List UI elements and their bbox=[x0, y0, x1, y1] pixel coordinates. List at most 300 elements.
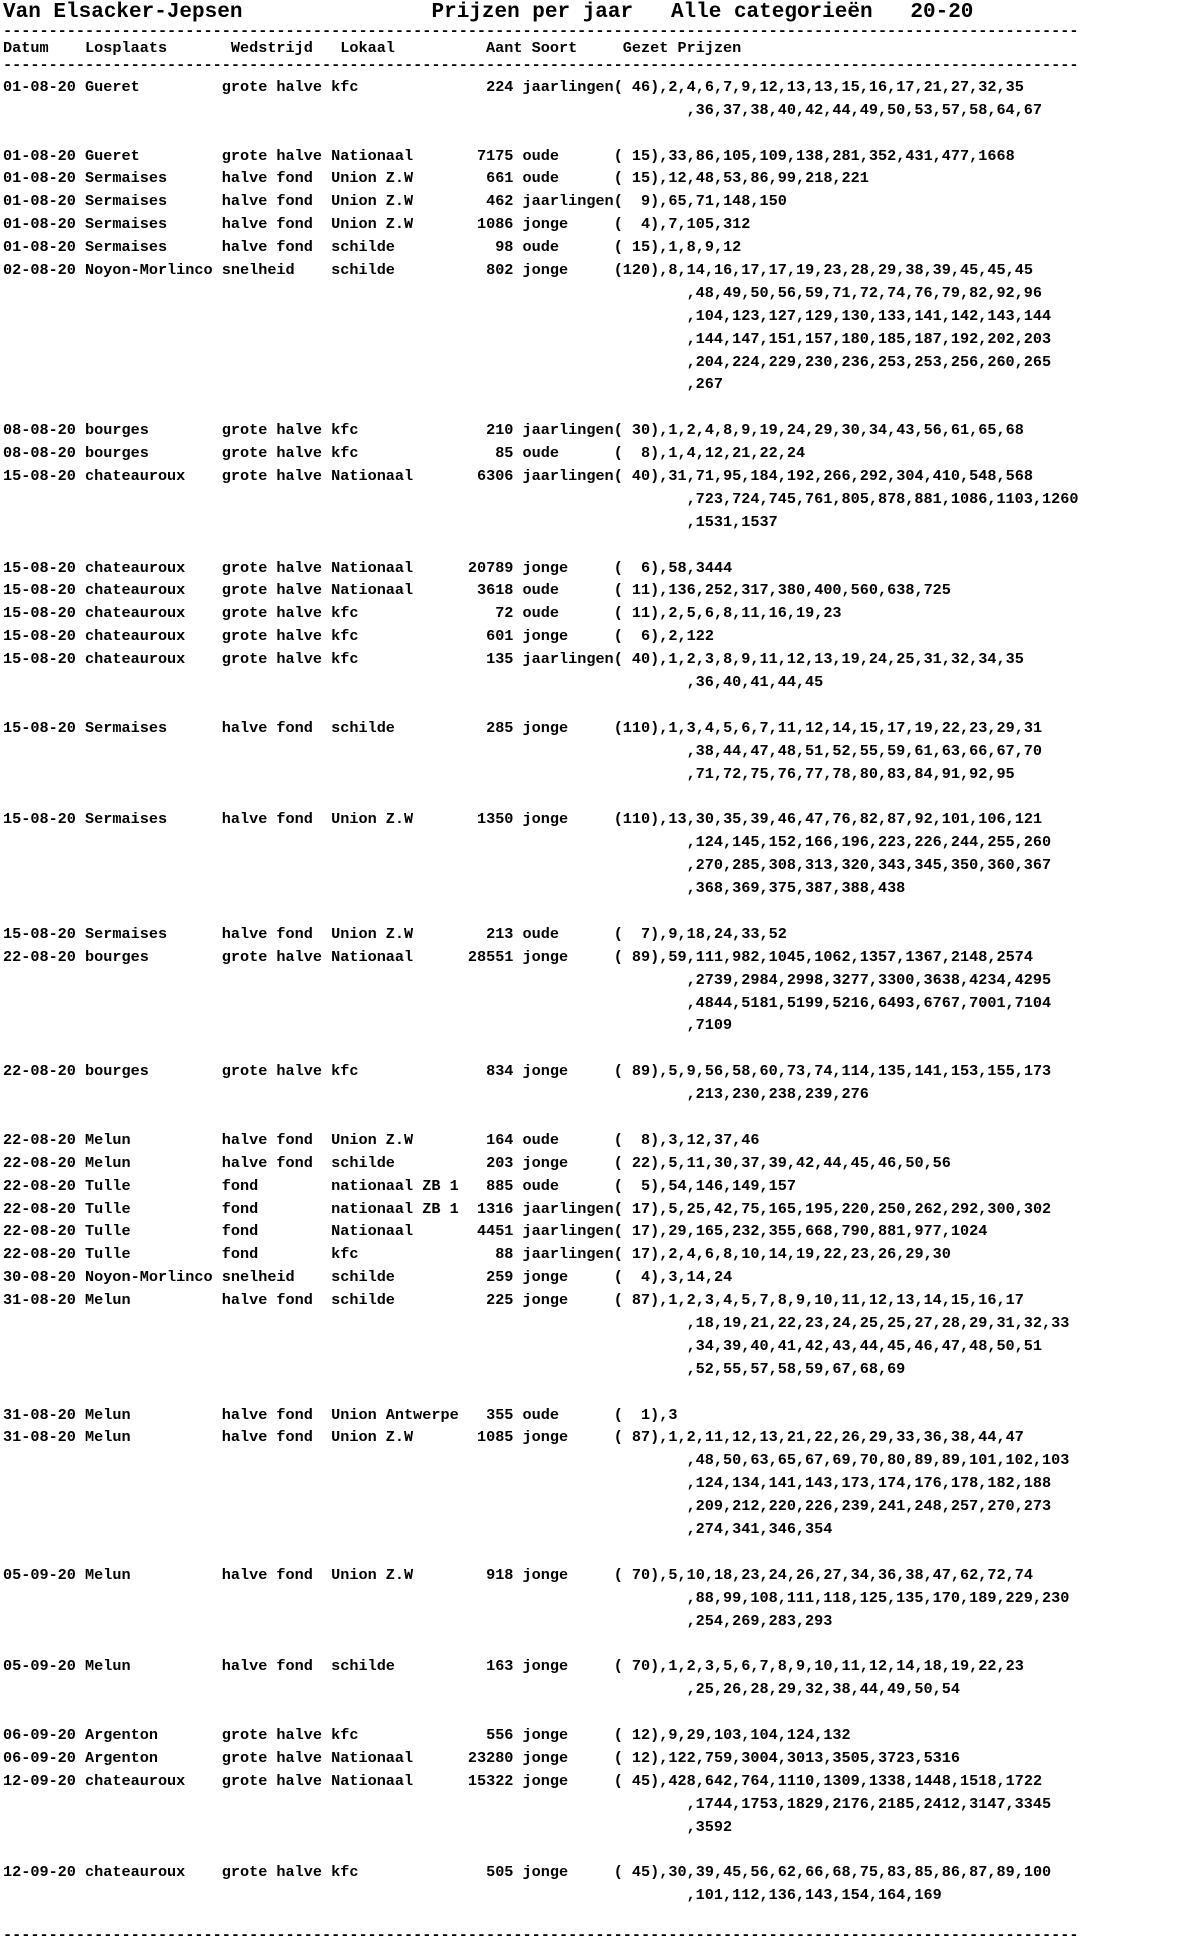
gezet-cell: ( 6) bbox=[613, 558, 660, 577]
title-gap-2 bbox=[633, 1, 671, 24]
result-row bbox=[3, 1426, 1200, 1563]
wedstrijd-cell: snelheid bbox=[221, 261, 332, 280]
prijzen-cell: ,71,72,75,76,77,78,80,83,84,91,92,95 bbox=[686, 764, 1015, 783]
result-line bbox=[3, 1426, 1200, 1449]
prijzen-continuation-line bbox=[3, 740, 1200, 763]
wedstrijd-cell: grote halve bbox=[221, 1062, 332, 1081]
losplaats-cell: chateauroux bbox=[85, 627, 222, 646]
datum-cell: 31-08-20 bbox=[3, 1291, 86, 1310]
prijzen-cell: ,4844,5181,5199,5216,6493,6767,7001,7104 bbox=[686, 993, 1052, 1012]
gezet-cell: ( 11) bbox=[613, 604, 660, 623]
wedstrijd-cell: halve fond bbox=[221, 1130, 332, 1149]
lokaal-cell: schilde bbox=[331, 1291, 459, 1310]
lokaal-cell: Union Z.W bbox=[331, 215, 459, 234]
prijzen-cell: ,3,12,37,46 bbox=[659, 1130, 760, 1149]
prijzen-cell: ,270,285,308,313,320,343,345,350,360,367 bbox=[686, 856, 1052, 875]
lokaal-cell: schilde bbox=[331, 1268, 459, 1287]
soort-cell: jonge bbox=[513, 1428, 614, 1447]
prijzen-cell: ,101,112,136,143,154,164,169 bbox=[686, 1886, 942, 1905]
col-lokaal: Lokaal bbox=[340, 39, 395, 57]
losplaats-cell: Tulle bbox=[85, 1222, 222, 1241]
result-row bbox=[3, 579, 1200, 602]
prijzen-continuation-line bbox=[3, 1358, 1200, 1381]
gezet-cell: ( 22) bbox=[613, 1153, 660, 1172]
prijzen-cell: ,723,724,745,761,805,878,881,1086,1103,1260 bbox=[686, 489, 1079, 508]
prijzen-continuation-line bbox=[3, 1083, 1200, 1106]
prijzen-continuation-line bbox=[3, 1472, 1200, 1495]
lokaal-cell: nationaal ZB 1 bbox=[331, 1176, 459, 1195]
prijzen-cell: ,5,11,30,37,39,42,44,45,46,50,56 bbox=[659, 1153, 951, 1172]
prijzen-continuation-line bbox=[3, 328, 1200, 351]
lokaal-cell: Nationaal bbox=[331, 581, 459, 600]
aant-cell: 210 bbox=[458, 421, 514, 440]
datum-cell: 22-08-20 bbox=[3, 1176, 86, 1195]
prijzen-cell: ,1744,1753,1829,2176,2185,2412,3147,3345 bbox=[686, 1794, 1052, 1813]
prijzen-cell: ,7,105,312 bbox=[659, 215, 751, 234]
result-row bbox=[3, 946, 1200, 1060]
losplaats-cell: Gueret bbox=[85, 146, 222, 165]
losplaats-cell: Sermaises bbox=[85, 810, 222, 829]
gezet-cell: ( 11) bbox=[613, 581, 660, 600]
aant-cell: 259 bbox=[458, 1268, 514, 1287]
losplaats-cell: bourges bbox=[85, 1062, 222, 1081]
prijzen-continuation-line bbox=[3, 763, 1200, 786]
prijzen-continuation-line bbox=[3, 1610, 1200, 1633]
datum-cell: 15-08-20 bbox=[3, 810, 86, 829]
prijzen-cell: ,1,2,11,12,13,21,22,26,29,33,36,38,44,47 bbox=[659, 1428, 1024, 1447]
indent-spacer bbox=[3, 1497, 687, 1515]
result-line bbox=[3, 1198, 1200, 1221]
result-row bbox=[3, 808, 1200, 922]
prijzen-cell: ,2,4,6,8,10,14,19,22,23,26,29,30 bbox=[659, 1245, 951, 1264]
result-line bbox=[3, 557, 1200, 580]
indent-spacer bbox=[3, 1680, 687, 1698]
prijzen-cell: ,59,111,982,1045,1062,1357,1367,2148,2574 bbox=[659, 947, 1033, 966]
soort-cell: jonge bbox=[513, 1062, 614, 1081]
datum-cell: 15-08-20 bbox=[3, 581, 86, 600]
prijzen-cell: ,1,8,9,12 bbox=[659, 238, 742, 257]
losplaats-cell: chateauroux bbox=[85, 1863, 222, 1882]
wedstrijd-cell: grote halve bbox=[221, 947, 332, 966]
col-prijzen: Prijzen bbox=[668, 39, 742, 57]
datum-cell: 15-08-20 bbox=[3, 558, 86, 577]
result-row bbox=[3, 236, 1200, 259]
wedstrijd-cell: grote halve bbox=[221, 467, 332, 486]
losplaats-cell: Melun bbox=[85, 1153, 222, 1172]
wedstrijd-cell: halve fond bbox=[221, 215, 332, 234]
losplaats-cell: Sermaises bbox=[85, 238, 222, 257]
prijzen-continuation-line bbox=[3, 877, 1200, 900]
row-spacer bbox=[3, 396, 1200, 419]
result-row bbox=[3, 1404, 1200, 1427]
result-row bbox=[3, 145, 1200, 168]
prijzen-cell: ,5,9,56,58,60,73,74,114,135,141,153,155,173 bbox=[659, 1062, 1052, 1081]
losplaats-cell: Sermaises bbox=[85, 924, 222, 943]
prijzen-cell: ,1,3,4,5,6,7,11,12,14,15,17,19,22,23,29,31 bbox=[659, 718, 1043, 737]
gezet-cell: ( 12) bbox=[613, 1726, 660, 1745]
gezet-cell: (110) bbox=[613, 810, 660, 829]
result-row bbox=[3, 1655, 1200, 1724]
row-spacer bbox=[3, 694, 1200, 717]
prijzen-cell: ,1,2,3,4,5,7,8,9,10,11,12,13,14,15,16,17 bbox=[659, 1291, 1024, 1310]
result-line bbox=[3, 1129, 1200, 1152]
result-row bbox=[3, 1198, 1200, 1221]
lokaal-cell: Union Z.W bbox=[331, 810, 459, 829]
aant-cell: 661 bbox=[458, 169, 514, 188]
aant-cell: 135 bbox=[458, 650, 514, 669]
result-row bbox=[3, 1266, 1200, 1289]
prijzen-cell: ,48,49,50,56,59,71,72,74,76,79,82,92,96 bbox=[686, 283, 1043, 302]
datum-cell: 22-08-20 bbox=[3, 1130, 86, 1149]
result-row bbox=[3, 717, 1200, 809]
indent-spacer bbox=[3, 971, 687, 989]
prijzen-cell: ,34,39,40,41,42,43,44,45,46,47,48,50,51 bbox=[686, 1336, 1043, 1355]
result-line bbox=[3, 1724, 1200, 1747]
result-line bbox=[3, 625, 1200, 648]
datum-cell: 22-08-20 bbox=[3, 947, 86, 966]
prijzen-cell: ,5,10,18,23,24,26,27,34,36,38,47,62,72,74 bbox=[659, 1565, 1033, 1584]
wedstrijd-cell: grote halve bbox=[221, 627, 332, 646]
lokaal-cell: Union Z.W bbox=[331, 192, 459, 211]
prijzen-cell: ,2739,2984,2998,3277,3300,3638,4234,4295 bbox=[686, 970, 1052, 989]
prijzen-cell: ,3,14,24 bbox=[659, 1268, 733, 1287]
wedstrijd-cell: fond bbox=[221, 1176, 332, 1195]
result-line bbox=[3, 259, 1200, 282]
top-rule: ---------------------------------------------------------------------------------------------------------------------- bbox=[3, 26, 1079, 36]
result-row bbox=[3, 1060, 1200, 1129]
datum-cell: 15-08-20 bbox=[3, 627, 86, 646]
prijzen-cell: ,31,71,95,184,192,266,292,304,410,548,568 bbox=[659, 467, 1033, 486]
losplaats-cell: chateauroux bbox=[85, 581, 222, 600]
gezet-cell: ( 15) bbox=[613, 146, 660, 165]
losplaats-cell: chateauroux bbox=[85, 604, 222, 623]
lokaal-cell: Nationaal bbox=[331, 558, 459, 577]
prijzen-cell: ,1531,1537 bbox=[686, 512, 778, 531]
gezet-cell: ( 70) bbox=[613, 1657, 660, 1676]
wedstrijd-cell: grote halve bbox=[221, 444, 332, 463]
prijzen-cell: ,9,29,103,104,124,132 bbox=[659, 1726, 851, 1745]
row-spacer bbox=[3, 900, 1200, 923]
prijzen-cell: ,8,14,16,17,17,19,23,28,29,38,39,45,45,45 bbox=[659, 261, 1033, 280]
result-line bbox=[3, 808, 1200, 831]
gezet-cell: ( 45) bbox=[613, 1863, 660, 1882]
prijzen-cell: ,274,341,346,354 bbox=[686, 1520, 833, 1538]
indent-spacer bbox=[3, 101, 687, 119]
lokaal-cell: Nationaal bbox=[331, 146, 459, 165]
gezet-cell: ( 40) bbox=[613, 650, 660, 669]
aant-cell: 601 bbox=[458, 627, 514, 646]
bottom-rule: ---------------------------------------------------------------------------------------------------------------------- bbox=[3, 1930, 1079, 1940]
soort-cell: oude bbox=[513, 1176, 614, 1195]
soort-cell: jonge bbox=[513, 810, 614, 829]
losplaats-cell: Noyon-Morlinco bbox=[85, 261, 222, 280]
soort-cell: jonge bbox=[513, 1748, 614, 1767]
soort-cell: oude bbox=[513, 604, 614, 623]
prijzen-cell: ,1,4,12,21,22,24 bbox=[659, 444, 806, 463]
result-line bbox=[3, 1060, 1200, 1083]
result-row bbox=[3, 923, 1200, 946]
prijzen-cell: ,254,269,283,293 bbox=[686, 1611, 833, 1630]
wedstrijd-cell: halve fond bbox=[221, 1657, 332, 1676]
losplaats-cell: Argenton bbox=[85, 1726, 222, 1745]
result-line bbox=[3, 442, 1200, 465]
gezet-cell: ( 6) bbox=[613, 627, 660, 646]
lokaal-cell: kfc bbox=[331, 77, 459, 96]
prijzen-continuation-line bbox=[3, 1495, 1200, 1518]
aant-cell: 834 bbox=[458, 1062, 514, 1081]
aant-cell: 20789 bbox=[458, 558, 514, 577]
wedstrijd-cell: halve fond bbox=[221, 1291, 332, 1310]
aant-cell: 23280 bbox=[458, 1748, 514, 1767]
lokaal-cell: kfc bbox=[331, 1062, 459, 1081]
lokaal-cell: schilde bbox=[331, 1657, 459, 1676]
prijzen-continuation-line bbox=[3, 1884, 1200, 1907]
losplaats-cell: Gueret bbox=[85, 77, 222, 96]
datum-cell: 01-08-20 bbox=[3, 169, 86, 188]
wedstrijd-cell: fond bbox=[221, 1199, 332, 1218]
prijzen-continuation-line bbox=[3, 1678, 1200, 1701]
indent-spacer bbox=[3, 994, 687, 1012]
soort-cell: jonge bbox=[513, 627, 614, 646]
losplaats-cell: Sermaises bbox=[85, 169, 222, 188]
result-row bbox=[3, 648, 1200, 717]
datum-cell: 22-08-20 bbox=[3, 1199, 86, 1218]
prijzen-cell: ,58,3444 bbox=[659, 558, 733, 577]
prijzen-cell: ,1,2,4,8,9,19,24,29,30,34,43,56,61,65,68 bbox=[659, 421, 1024, 440]
datum-cell: 01-08-20 bbox=[3, 77, 86, 96]
aant-cell: 88 bbox=[458, 1245, 514, 1264]
result-row bbox=[3, 1770, 1200, 1862]
soort-cell: jonge bbox=[513, 1565, 614, 1584]
indent-spacer bbox=[3, 1016, 687, 1034]
wedstrijd-cell: grote halve bbox=[221, 1726, 332, 1745]
prijzen-cell: ,3592 bbox=[686, 1817, 733, 1836]
prijzen-continuation-line bbox=[3, 1793, 1200, 1816]
indent-spacer bbox=[3, 765, 687, 783]
datum-cell: 15-08-20 bbox=[3, 718, 86, 737]
aant-cell: 164 bbox=[458, 1130, 514, 1149]
result-row bbox=[3, 1289, 1200, 1403]
row-spacer bbox=[3, 1632, 1200, 1655]
result-row bbox=[3, 465, 1200, 557]
lokaal-cell: nationaal ZB 1 bbox=[331, 1199, 459, 1218]
result-row bbox=[3, 1747, 1200, 1770]
aant-cell: 918 bbox=[458, 1565, 514, 1584]
column-header-row bbox=[3, 37, 1200, 60]
result-line bbox=[3, 236, 1200, 259]
prijzen-cell: ,428,642,764,1110,1309,1338,1448,1518,1722 bbox=[659, 1771, 1043, 1790]
aant-cell: 285 bbox=[458, 718, 514, 737]
aant-cell: 213 bbox=[458, 924, 514, 943]
result-line bbox=[3, 1220, 1200, 1243]
prijzen-cell: ,65,71,148,150 bbox=[659, 192, 787, 211]
gezet-cell: ( 8) bbox=[613, 444, 660, 463]
gezet-cell: (120) bbox=[613, 261, 660, 280]
prijzen-continuation-line bbox=[3, 488, 1200, 511]
wedstrijd-cell: grote halve bbox=[221, 604, 332, 623]
losplaats-cell: chateauroux bbox=[85, 1771, 222, 1790]
lokaal-cell: kfc bbox=[331, 1863, 459, 1882]
lokaal-cell: kfc bbox=[331, 421, 459, 440]
prijzen-continuation-line bbox=[3, 305, 1200, 328]
prijzen-continuation-line bbox=[3, 373, 1200, 396]
prijzen-cell: ,2,122 bbox=[659, 627, 714, 646]
wedstrijd-cell: halve fond bbox=[221, 1565, 332, 1584]
aant-cell: 224 bbox=[458, 77, 514, 96]
col-wedstrijd: Wedstrijd bbox=[230, 39, 341, 57]
wedstrijd-cell: halve fond bbox=[221, 924, 332, 943]
report-title-line bbox=[3, 0, 1200, 26]
wedstrijd-cell: halve fond bbox=[221, 1405, 332, 1424]
indent-spacer bbox=[3, 353, 687, 371]
aant-cell: 15322 bbox=[458, 1771, 514, 1790]
indent-spacer bbox=[3, 490, 687, 508]
datum-cell: 15-08-20 bbox=[3, 467, 86, 486]
result-row bbox=[3, 259, 1200, 419]
wedstrijd-cell: grote halve bbox=[221, 421, 332, 440]
aant-cell: 355 bbox=[458, 1405, 514, 1424]
indent-spacer bbox=[3, 1337, 687, 1355]
soort-cell: jonge bbox=[513, 1657, 614, 1676]
lokaal-cell: Nationaal bbox=[331, 467, 459, 486]
wedstrijd-cell: fond bbox=[221, 1245, 332, 1264]
indent-spacer bbox=[3, 833, 687, 851]
result-line bbox=[3, 76, 1200, 99]
soort-cell: oude bbox=[513, 1130, 614, 1149]
gezet-cell: ( 70) bbox=[613, 1565, 660, 1584]
lokaal-cell: kfc bbox=[331, 1245, 459, 1264]
indent-spacer bbox=[3, 1085, 687, 1103]
prijzen-continuation-line bbox=[3, 351, 1200, 374]
lokaal-cell: Nationaal bbox=[331, 1222, 459, 1241]
indent-spacer bbox=[3, 1520, 687, 1538]
aant-cell: 505 bbox=[458, 1863, 514, 1882]
indent-spacer bbox=[3, 284, 687, 302]
prijzen-cell: ,1,2,3,8,9,11,12,13,19,24,25,31,32,34,35 bbox=[659, 650, 1024, 669]
indent-spacer bbox=[3, 742, 687, 760]
wedstrijd-cell: snelheid bbox=[221, 1268, 332, 1287]
lokaal-cell: Union Z.W bbox=[331, 169, 459, 188]
gezet-cell: ( 1) bbox=[613, 1405, 660, 1424]
soort-cell: jonge bbox=[513, 947, 614, 966]
prijzen-cell: ,104,123,127,129,130,133,141,142,143,144 bbox=[686, 306, 1052, 325]
indent-spacer bbox=[3, 330, 687, 348]
col-aant: Aant bbox=[394, 39, 523, 57]
result-row bbox=[3, 1175, 1200, 1198]
losplaats-cell: Melun bbox=[85, 1130, 222, 1149]
prijzen-cell: ,88,99,108,111,118,125,135,170,189,229,230 bbox=[686, 1588, 1070, 1607]
gezet-cell: ( 89) bbox=[613, 1062, 660, 1081]
lokaal-cell: schilde bbox=[331, 238, 459, 257]
prijzen-continuation-line bbox=[3, 992, 1200, 1015]
aant-cell: 6306 bbox=[458, 467, 514, 486]
datum-cell: 01-08-20 bbox=[3, 146, 86, 165]
soort-cell: jonge bbox=[513, 1268, 614, 1287]
aant-cell: 28551 bbox=[458, 947, 514, 966]
soort-cell: jonge bbox=[513, 261, 614, 280]
soort-cell: oude bbox=[513, 1405, 614, 1424]
losplaats-cell: bourges bbox=[85, 947, 222, 966]
row-spacer bbox=[3, 1106, 1200, 1129]
result-line bbox=[3, 923, 1200, 946]
indent-spacer bbox=[3, 1451, 687, 1469]
aant-cell: 85 bbox=[458, 444, 514, 463]
datum-cell: 06-09-20 bbox=[3, 1748, 86, 1767]
prijzen-cell: ,368,369,375,387,388,438 bbox=[686, 879, 906, 898]
datum-cell: 22-08-20 bbox=[3, 1062, 86, 1081]
prijzen-continuation-line bbox=[3, 1335, 1200, 1358]
gezet-cell: ( 17) bbox=[613, 1222, 660, 1241]
datum-cell: 22-08-20 bbox=[3, 1245, 86, 1264]
indent-spacer bbox=[3, 1360, 687, 1378]
result-row bbox=[3, 1564, 1200, 1656]
result-line bbox=[3, 1243, 1200, 1266]
datum-cell: 22-08-20 bbox=[3, 1222, 86, 1241]
lokaal-cell: Nationaal bbox=[331, 947, 459, 966]
gezet-cell: ( 5) bbox=[613, 1176, 660, 1195]
result-line bbox=[3, 1266, 1200, 1289]
result-line bbox=[3, 190, 1200, 213]
losplaats-cell: Tulle bbox=[85, 1199, 222, 1218]
result-row bbox=[3, 1724, 1200, 1747]
gezet-cell: ( 45) bbox=[613, 1771, 660, 1790]
result-row bbox=[3, 557, 1200, 580]
row-spacer bbox=[3, 1701, 1200, 1724]
result-row bbox=[3, 1152, 1200, 1175]
aant-cell: 462 bbox=[458, 192, 514, 211]
gezet-cell: ( 17) bbox=[613, 1199, 660, 1218]
wedstrijd-cell: halve fond bbox=[221, 192, 332, 211]
prijzen-cell: ,36,40,41,44,45 bbox=[686, 673, 824, 692]
result-line bbox=[3, 1564, 1200, 1587]
datum-cell: 15-08-20 bbox=[3, 604, 86, 623]
soort-cell: jonge bbox=[513, 718, 614, 737]
lokaal-cell: schilde bbox=[331, 261, 459, 280]
aant-cell: 4451 bbox=[458, 1222, 514, 1241]
result-row bbox=[3, 213, 1200, 236]
prijzen-cell: ,52,55,57,58,59,67,68,69 bbox=[686, 1359, 906, 1378]
prijzen-cell: ,2,4,6,7,9,12,13,13,15,16,17,21,27,32,35 bbox=[659, 77, 1024, 96]
prijzen-cell: ,267 bbox=[686, 375, 724, 394]
prijzen-cell: ,204,224,229,230,236,253,253,256,260,265 bbox=[686, 352, 1052, 371]
soort-cell: jaarlingen bbox=[513, 1199, 614, 1218]
wedstrijd-cell: fond bbox=[221, 1222, 332, 1241]
indent-spacer bbox=[3, 673, 687, 691]
gezet-cell: ( 8) bbox=[613, 1130, 660, 1149]
col-losplaats: Losplaats bbox=[85, 39, 231, 57]
soort-cell: jonge bbox=[513, 1771, 614, 1790]
datum-cell: 01-08-20 bbox=[3, 215, 86, 234]
datum-cell: 31-08-20 bbox=[3, 1405, 86, 1424]
gezet-cell: ( 4) bbox=[613, 215, 660, 234]
indent-spacer bbox=[3, 856, 687, 874]
losplaats-cell: Noyon-Morlinco bbox=[85, 1268, 222, 1287]
prijzen-cell: ,18,19,21,22,23,24,25,25,27,28,29,31,32,33 bbox=[686, 1313, 1070, 1332]
gezet-cell: ( 17) bbox=[613, 1245, 660, 1264]
aant-cell: 885 bbox=[458, 1176, 514, 1195]
gezet-cell: ( 87) bbox=[613, 1428, 660, 1447]
row-spacer bbox=[3, 1907, 1200, 1930]
results-table bbox=[3, 76, 1200, 1930]
prijzen-cell: ,213,230,238,239,276 bbox=[686, 1085, 869, 1104]
gezet-cell: ( 7) bbox=[613, 924, 660, 943]
result-line bbox=[3, 465, 1200, 488]
col-datum: Datum bbox=[3, 39, 86, 57]
result-line bbox=[3, 717, 1200, 740]
indent-spacer bbox=[3, 307, 687, 325]
result-line bbox=[3, 1404, 1200, 1427]
indent-spacer bbox=[3, 1612, 687, 1630]
